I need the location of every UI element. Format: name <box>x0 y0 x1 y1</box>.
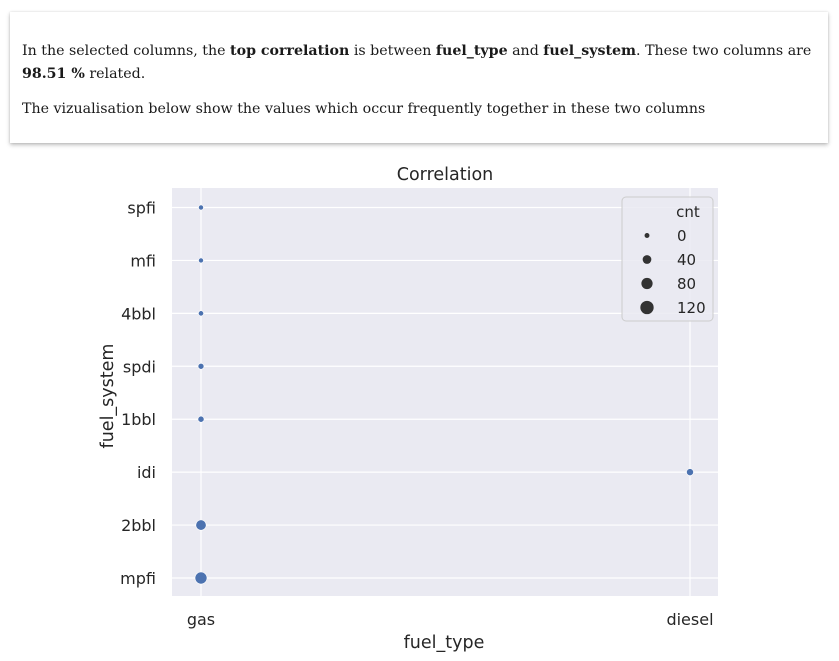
y-tick-label: spdi <box>122 357 156 377</box>
legend-marker <box>645 233 650 238</box>
summary-text: In the selected columns, the <box>22 43 231 59</box>
y-tick-label: 4bbl <box>121 304 156 324</box>
x-axis-label: fuel_type <box>403 633 485 653</box>
y-tick-label: mpfi <box>120 569 156 588</box>
top-correlation-label: top correlation <box>230 43 350 59</box>
data-point <box>198 416 204 422</box>
chart-title: Correlation <box>396 165 494 185</box>
x-tick-label: gas <box>186 610 216 629</box>
legend-marker <box>641 278 652 289</box>
legend-marker <box>640 301 653 314</box>
description-text: The vizualisation below show the values which occur frequently together in these two columns <box>22 101 706 117</box>
data-point <box>198 363 204 369</box>
legend-label: 40 <box>677 251 697 269</box>
data-point <box>198 311 203 316</box>
y-axis-label: fuel_system <box>98 343 118 449</box>
summary-paragraph <box>22 40 816 85</box>
legend-label: 0 <box>677 227 687 245</box>
correlation-percent: 98.51 % <box>22 65 85 82</box>
legend-label: 120 <box>677 299 706 317</box>
legend-marker <box>643 255 652 264</box>
x-tick-label: diesel <box>666 610 714 629</box>
column-b-name: fuel_system <box>543 43 637 59</box>
legend-title: cnt <box>676 203 700 221</box>
data-point <box>198 205 203 210</box>
summary-text: is between <box>349 43 436 59</box>
correlation-chart <box>0 150 839 661</box>
data-point <box>196 520 206 530</box>
y-tick-label: mfi <box>130 251 156 271</box>
y-tick-label: spfi <box>127 198 156 218</box>
data-point <box>195 572 207 584</box>
data-point <box>686 469 693 476</box>
column-a-name: fuel_type <box>435 43 508 59</box>
legend-label: 80 <box>677 275 697 293</box>
data-point <box>198 258 203 263</box>
summary-text: . These two columns are <box>636 43 812 59</box>
y-tick-label: 2bbl <box>121 516 156 536</box>
summary-card <box>10 12 828 143</box>
y-tick-label: idi <box>136 463 156 483</box>
summary-text: related. <box>84 65 146 82</box>
summary-text: and <box>507 43 544 59</box>
y-tick-label: 1bbl <box>121 410 156 430</box>
